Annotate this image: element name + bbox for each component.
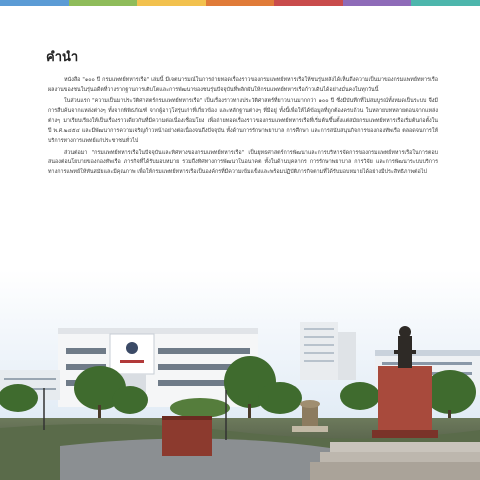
strip-segment — [0, 0, 69, 6]
strip-segment — [69, 0, 138, 6]
strip-segment — [343, 0, 412, 6]
strip-segment — [206, 0, 275, 6]
strip-segment — [411, 0, 480, 6]
building-photo — [0, 270, 480, 480]
building-illustration — [0, 270, 480, 480]
page-heading: คำนำ — [46, 50, 79, 65]
paragraph-1: หนังสือ "๑๐๐ ปี กรมแพทย์ทหารเรือ" เล่มนี้ มีเจตนารมณ์ในการถ่ายทอดเรื่องราวของกรมแพทย์ทหารเรือให้ชนรุ่นหลังได้เห็นถึงความเป็นมาของกรมแพทย์ทหารเรือ ผลงานของชนในรุ่นอดีตที่วางรากฐานการเติบโตและการพัฒนาของชนรุ่นปัจจุบันที่พลิกผันให้กรมแพทย์ทหารเรือก้าวเดินได้อย่างมั่นคงในทุกวันนี้ — [48, 77, 438, 93]
brick-sign — [162, 416, 212, 456]
emblem-icon — [126, 342, 138, 354]
body-text — [48, 76, 438, 180]
top-color-strip — [0, 0, 480, 10]
paragraph-3: ส่วนต่อมา "กรมแพทย์ทหารเรือในปัจจุบันและทิศทางของกรมแพทย์ทหารเรือ" เป็นยุทธศาสตร์การพัฒนาและการบริหารจัดการของกรมแพทย์ทหารเรือในการตอบสนองต่อนโยบายของกองทัพเรือ ภารกิจที่ได้รับมอบหมาย รวมถึงทิศทางการพัฒนาในอนาคต ทั้งในด้านบุคลากร การรักษาพยาบาล การวิจัย และการพัฒนาระบบบริการทางการแพทย์ให้ทันสมัยและมีคุณภาพ เพื่อให้กรมแพทย์ทหารเรือเป็นองค์กรที่มีความเข้มแข็งและพร้อมปฏิบัติภารกิจตามที่ได้รับมอบหมายได้อย่างมีประสิทธิภาพต่อไป — [48, 149, 438, 176]
strip-segment — [274, 0, 343, 6]
paragraph-2: ในส่วนแรก "ความเป็นมาประวัติศาสตร์กรมแพทย์ทหารเรือ" เป็นเรื่องราวทางประวัติศาสตร์ที่ยาวนานมากกว่า ๑๐๐ ปี ซึ่งมีบันทึกที่ไม่สมบูรณ์ทั้งหมดเป็นระบบ จึงมีการสืบค้นจากแหล่งต่างๆ ทั้งจากพิพิธภัณฑ์ จากผู้อาวุโสรุ่นเก่าที่เกี่ยวข้อง และหลักฐานต่างๆ ที่มีอยู่ ทั้งนี้เพื่อให้ได้ข้อมูลที่ถูกต้องครบถ้วน ในหลายบทหลายตอนจากแหล่งต่างๆ มาเรียบเรียงให้เป็นเรื่องราวเดียวกันที่มีความต่อเนื่องเชื่อมโยง เพื่อถ่ายทอดเรื่องราวของกรมแพทย์ทหารเรือที่เริ่มต้นขึ้นตั้งแต่สมัยกรมแพทย์ทหารเรือเริ่มต้นก่อตั้งในปี พ.ศ.๒๔๕๔ และมีพัฒนาการความเจริญก้าวหน้าอย่างต่อเนื่องจนถึงปัจจุบัน ทั้งด้านการรักษาพยาบาล การศึกษา และการสนับสนุนกิจการของกองทัพเรือ ตลอดจนการให้บริการทางการแพทย์แก่ประชาชนทั่วไป — [48, 98, 438, 145]
strip-segment — [137, 0, 206, 6]
